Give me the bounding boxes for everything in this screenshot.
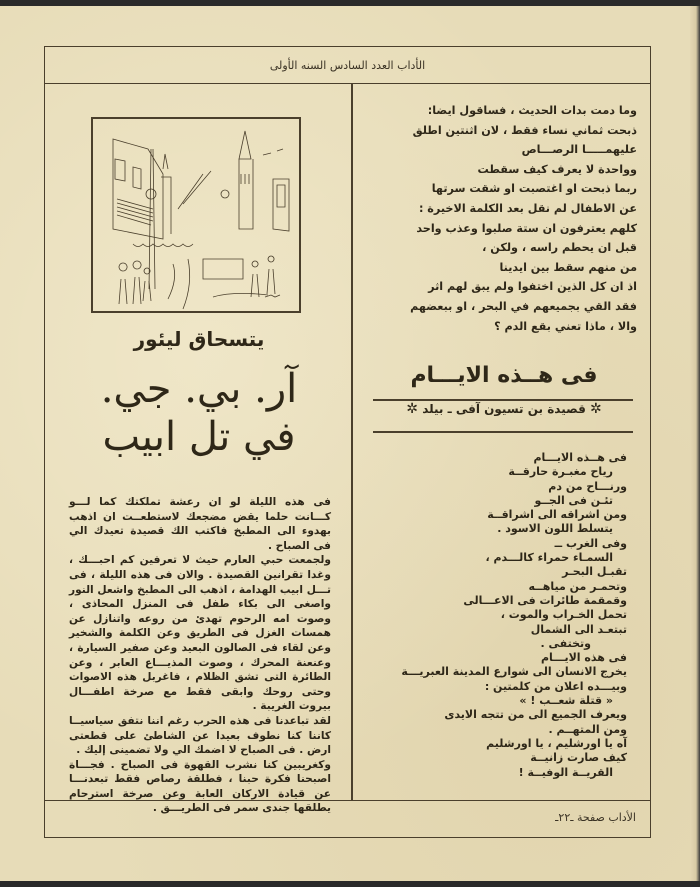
- verse-line: فقد القي بجميعهم في البحر ، او ببعضهم: [410, 299, 637, 313]
- poem-line: تقبـل البحـر: [562, 565, 627, 579]
- poem-line: تئـن فى الجــو: [534, 493, 613, 507]
- poem-line: يخرج الانسان الى شوارع المدينة العبريـــة: [401, 665, 627, 679]
- poem-subtitle-text: قصيدة بن تسيون آفى ـ بيلد: [422, 402, 586, 416]
- article-title-line1: آر. بي. جي.: [100, 366, 298, 412]
- page-number-label: الأداب صفحة ـ٢٢ـ: [555, 811, 636, 824]
- poem-line: السمـاء حمراء كالـــدم ،: [485, 551, 613, 565]
- poem-subtitle: [363, 401, 645, 417]
- page-edge-shadow: [690, 6, 700, 881]
- paragraph: وكغريبين كنا نشرب القهوة فى الصباح . فجـــاة اصبحنا فكرة حبنا ، فطلقة رصاص فقط تبعدنـــا عن قيادة الاركان العابة وعن صرخة استرحام يطلقها جندى سمر فى الطريـــق .: [69, 758, 331, 815]
- poem-line: ومن المتهــم .: [548, 722, 627, 736]
- article-title: [57, 365, 341, 461]
- verse-line: عليهمـــــا الرصـــاص: [521, 143, 637, 157]
- poem-line: يتسلط اللون الاسود .: [497, 522, 613, 536]
- running-head-text: الأداب العدد السادس السنه الأولى: [269, 58, 426, 72]
- poem-line: القريــة الوفيــة !: [518, 765, 613, 779]
- verse-line: ربما ذبحت او اغتصبت او شقت سرتها: [431, 182, 637, 196]
- star-ornament-icon: ✲: [406, 401, 418, 417]
- paragraph: فى هذه الليلة لو ان رعشة تملكتك كما لـــو كـــانت حلما يقض مضجعك لاستطعــت ان اذهب بهدوء الى المطبخ فاكتب الك قصيدة تعيدك الي فى الصباح .: [69, 496, 331, 552]
- verse-line: عن الاطفال لم نقل بعد الكلمة الاخيرة :: [418, 201, 637, 215]
- poem-line: وتحمـر من مياهــه: [528, 579, 627, 593]
- paragraph: ولجمعت حبي العارم حيث لا تعرفين كم احبـــك ، وغدا تقرانين القصيدة . والان فى هذه الليلة ، فى تـــل ابيب الهدامة ، اذهب الى المطبخ واشعل النور واصغى الى بكاء طفل فى المنزل المحاذى ، وصوت امه الرحوم تهدئ من روعه واتنازل عن همسات الغزل فى الطريق وعن الكلمة والشخير وعن لقاء فى الصالون البعيد وعن صفير السيارة ، وعنعنة المحرك ، وصوت المذيـــاع العابر ، وعن الطائرة التى تشق الظلام ، فاغربل هذه الاصوات وحتى روحك وابقى فقط مع صرخة اطفـــال بيروت الغريبة .: [69, 554, 331, 713]
- poem-line: تحمل الخـراب والموت ،: [500, 608, 627, 622]
- poem-line: وتختفى .: [540, 636, 591, 650]
- poem-title-rule-bottom: [373, 431, 633, 433]
- article-title-line2: في تل ابيب: [102, 414, 296, 460]
- poem-line: فى هــذه الايـــام: [533, 451, 627, 464]
- running-header: [45, 47, 650, 84]
- verse-line: قبل ان يحطم راسه ، ولكن ،: [482, 241, 637, 255]
- right-column: [363, 83, 645, 801]
- poem-line: ويعرف الجميع الى من تتجه الايدى: [444, 708, 627, 722]
- poem-line: تبتعـد الى الشمال: [530, 622, 627, 636]
- street-sketch-illustration: [91, 117, 301, 313]
- poem-body: [387, 451, 627, 780]
- poem-line: ورنـــاح من دم: [548, 479, 627, 493]
- poem-line: كيف صارت زانيــة: [530, 751, 627, 765]
- author-name: يتسحاق ليئور: [133, 327, 265, 351]
- verse-line: كلهم يعترفون ان ستة صلبوا وعذب واحد: [416, 221, 637, 235]
- left-column: [57, 83, 341, 815]
- verse-line: وما دمت بدات الحديث ، فساقول ايضا:: [427, 104, 637, 117]
- sketch-drawing-icon: [93, 119, 299, 311]
- poem-line: وفى الغرب ــ: [554, 536, 627, 550]
- opening-verse: [375, 101, 637, 336]
- article-body: [69, 495, 331, 816]
- poem-line: وقمقمة طائرات فى الاعـــالى: [463, 593, 627, 607]
- verse-line: اذ ان كل الذين اختفوا ولم يبق لهم اثر: [428, 280, 637, 294]
- poem-line: رياح مغبـرة حارقــة: [508, 465, 613, 479]
- verse-line: ذبحت ثماني نساء فقط ، لان اثنتين اطلق: [412, 123, 637, 137]
- poem-line: ومن اشراقه الى اشراقــة: [487, 508, 627, 522]
- paragraph: لقد تباعدنا فى هذه الحرب رغم اننا نتفق سياسيــا كاننا كنا نطوف بعيدا عن الشاطئ على قطعتى ارض . فى الصباح لا اضمك الي ولا تضمينى إليك .: [69, 714, 331, 757]
- verse-line: والا ، ماذا تعني بقع الدم ؟: [494, 319, 637, 333]
- column-divider: [351, 83, 353, 801]
- magazine-page: [0, 6, 690, 881]
- poem-line: وبيـــده اعلان من كلمتين :: [484, 679, 627, 693]
- poem-line: « قتلة شعــب ! »: [519, 694, 613, 708]
- poem-line: آه يا اورشليم ، يا اورشليم: [486, 736, 627, 750]
- verse-line: من منهم سقط بين ايدينا: [499, 260, 637, 274]
- page-frame: [44, 46, 651, 838]
- page-footer: [45, 800, 650, 837]
- star-ornament-icon: ✲: [590, 401, 602, 417]
- poem-title: فى هــذه الايـــام: [410, 363, 598, 388]
- verse-line: وواحدة لا يعرف كيف سقطت: [477, 162, 637, 176]
- poem-line: فى هذه الايـــام: [540, 651, 627, 665]
